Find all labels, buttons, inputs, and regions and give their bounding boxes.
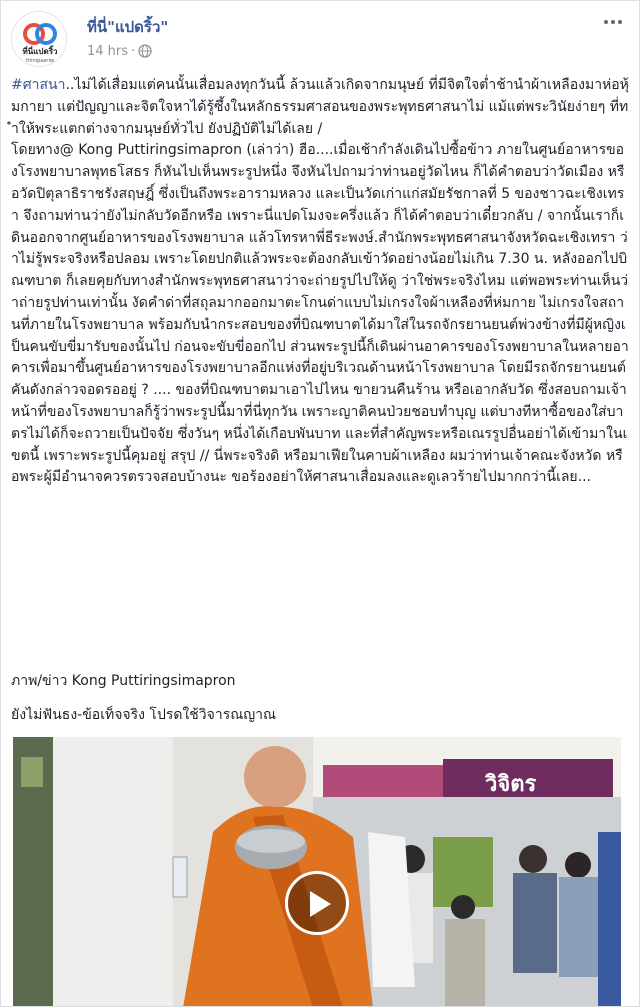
paragraph-1-text: ..ไม่ได้เสื่อมแต่คนนั้นเสื่อมลงทุกวันนี้ ล้วนแล้วเกิดจากมนุษย์ ที่มีจิตใจต่ำช้านำผ้าเหลืองมาห่อหุ้มกายา แต่ปัญญาและจิตใจหาได้รู้ซึ้งในหลักธรรมศาสอนของพระพุทธศาสนาไม่ แม้แต่พระวินัยง่ายๆ ที่ทำให้พระแตกต่างจากมนุษย์ทั่วไป ยังปฏิบัติไม่ได้เลย / [11,77,629,137]
hashtag-link[interactable]: #ศาสนา [11,77,66,93]
avatar-text-top: ที่นี่แปดริ้ว [22,47,58,56]
post-paragraph-2: โดยทาง@ Kong Puttiringsimapron (เล่าว่า) ฮือ....เมื่อเช้ากำลังเดินไปซื้อข้าว ภายในศูนย์อาหารของโรงพยาบาลพุทธโสธร ก็หันไปเห็นพระรูปหนึ่ง จึงหันไปถามว่าท่านอยู่วัดไหน ก็ได้คำตอบว่าวัดเมือง หรือวัดปิตุลาธิราชรังสฤษฎิ์ ซึ่งเป็นถึงพระอารามหลวง และเป็นวัดเก่าแก่สมัยรัชกาลที่ 5 ของชาวฉะเชิงเทรา จึงถามท่านว่ายังไม่กลับวัดอีกหรือ เพราะนี่แปดโมงจะครึ่งแล้ว ก็ได้คำตอบว่าเดี๋ยวกลับ / จากนั้นเราก็เดินออกจากศูนย์อาหารของโรงพยาบาล แล้วโทรหาพี่ธีระพงษ์.สำนักพระพุทธศาสนาจังหวัดฉะเชิงเทรา ว่าไม่รู้พระจริงหรือปลอม เพราะโดยปกติแล้วพระจะต้องกลับเข้าวัดอย่างน้อยไม่เกิน 7.30 น. หลังออกไปบิณฑบาต ก็เลยคุยกับทางสำนักพระพุทธศาสนาว่าจะถ่ายรูปไปให้ดู ว่าใช่พระจริงไหม แต่พอพระท่านเห็นว่าถ่ายรูปท่านเท่านั้น งัดคำด่าที่สถุลมากออกมาตะโกนด่าแบบไม่เกรงใจผ้าเหลืองที่ห่มกาย ไม่เกรงใจสถานที่ภายในโรงพยาบาล พร้อมกับนำกระสอบของที่บิณฑบาตได้มาใส่ในรถจักรยานยนต์พ่วงข้างที่มีผู้หญิงเป็นคนขับขี่มารับของนั้นไป ก่อนจะขับขี่ออกไป ส่วนพระรูปนี้ก็เดินผ่านอาคารของโรงพยาบาลในหลายอาคารเพื่อมาขึ้นศูนย์อาหารของโรงพยาบาลอีกแห่งที่อยู่บริเวณด้านหน้าโรงพยาบาล โดยมีรถจักรยานยนต์คันดังกล่าวจอดรออยู่ ? .... ของที่บิณฑบาตมาเอาไปไหน ขายวนคืนร้าน หรือเอากลับวัด ซึ่งสอบถามเจ้าหน้าที่ของโรงพยาบาลก็รู้ว่าพระรูปนี้มาที่นี่ทุกวัน เพราะญาติคนป่วยชอบทำบุญ แต่บางทีหาซื้อของใส่บาตรไม่ได้ก็จะถวายเป็นปัจจัย ซึ่งวันๆ หนึ่งได้เกือบพันบาท และที่สำคัญพระหรือเณรรูปอื่นอย่าได้เข้ามาในเขตนี้ เพราะพระรูปนี้คุมอยู่ สรุป // นี่พระจริงดิ หรือมาเฟียในคาบผ้าเหลือง ผมว่าท่านเจ้าคณะจังหวัด หรือพระผู้มีอำนาจควรตรวจสอบบ้างนะ ขอร้องอย่าให้ศาสนาเสื่อมลงและดูเลวร้ายไปมากกว่านี้เลย... [11,142,629,486]
video-player[interactable] [13,737,621,1007]
more-options-icon[interactable] [601,15,625,29]
globe-icon[interactable] [138,44,152,58]
page-logo-icon [12,12,67,67]
play-icon [308,890,332,918]
post-timestamp[interactable]: 14 hrs [87,44,129,59]
avatar-text-bottom: thinipaeriw [26,58,54,64]
post-warning: ยังไม่ฟันธง-ข้อเท็จจริง โปรดใช้วิจารณญาณ [11,707,276,723]
post-header [11,11,629,67]
video-sign-text: วิจิตร [485,772,537,797]
post-credit: ภาพ/ข่าว Kong Puttiringsimapron [11,673,236,689]
meta-separator: · [131,44,136,59]
page-avatar[interactable] [11,11,67,67]
post-meta [87,44,152,59]
play-button[interactable] [285,871,349,935]
post-body [11,75,629,489]
page-name-link[interactable]: ที่นี่"แปดริ้ว" [87,18,169,36]
post-paragraph-1 [11,75,629,140]
